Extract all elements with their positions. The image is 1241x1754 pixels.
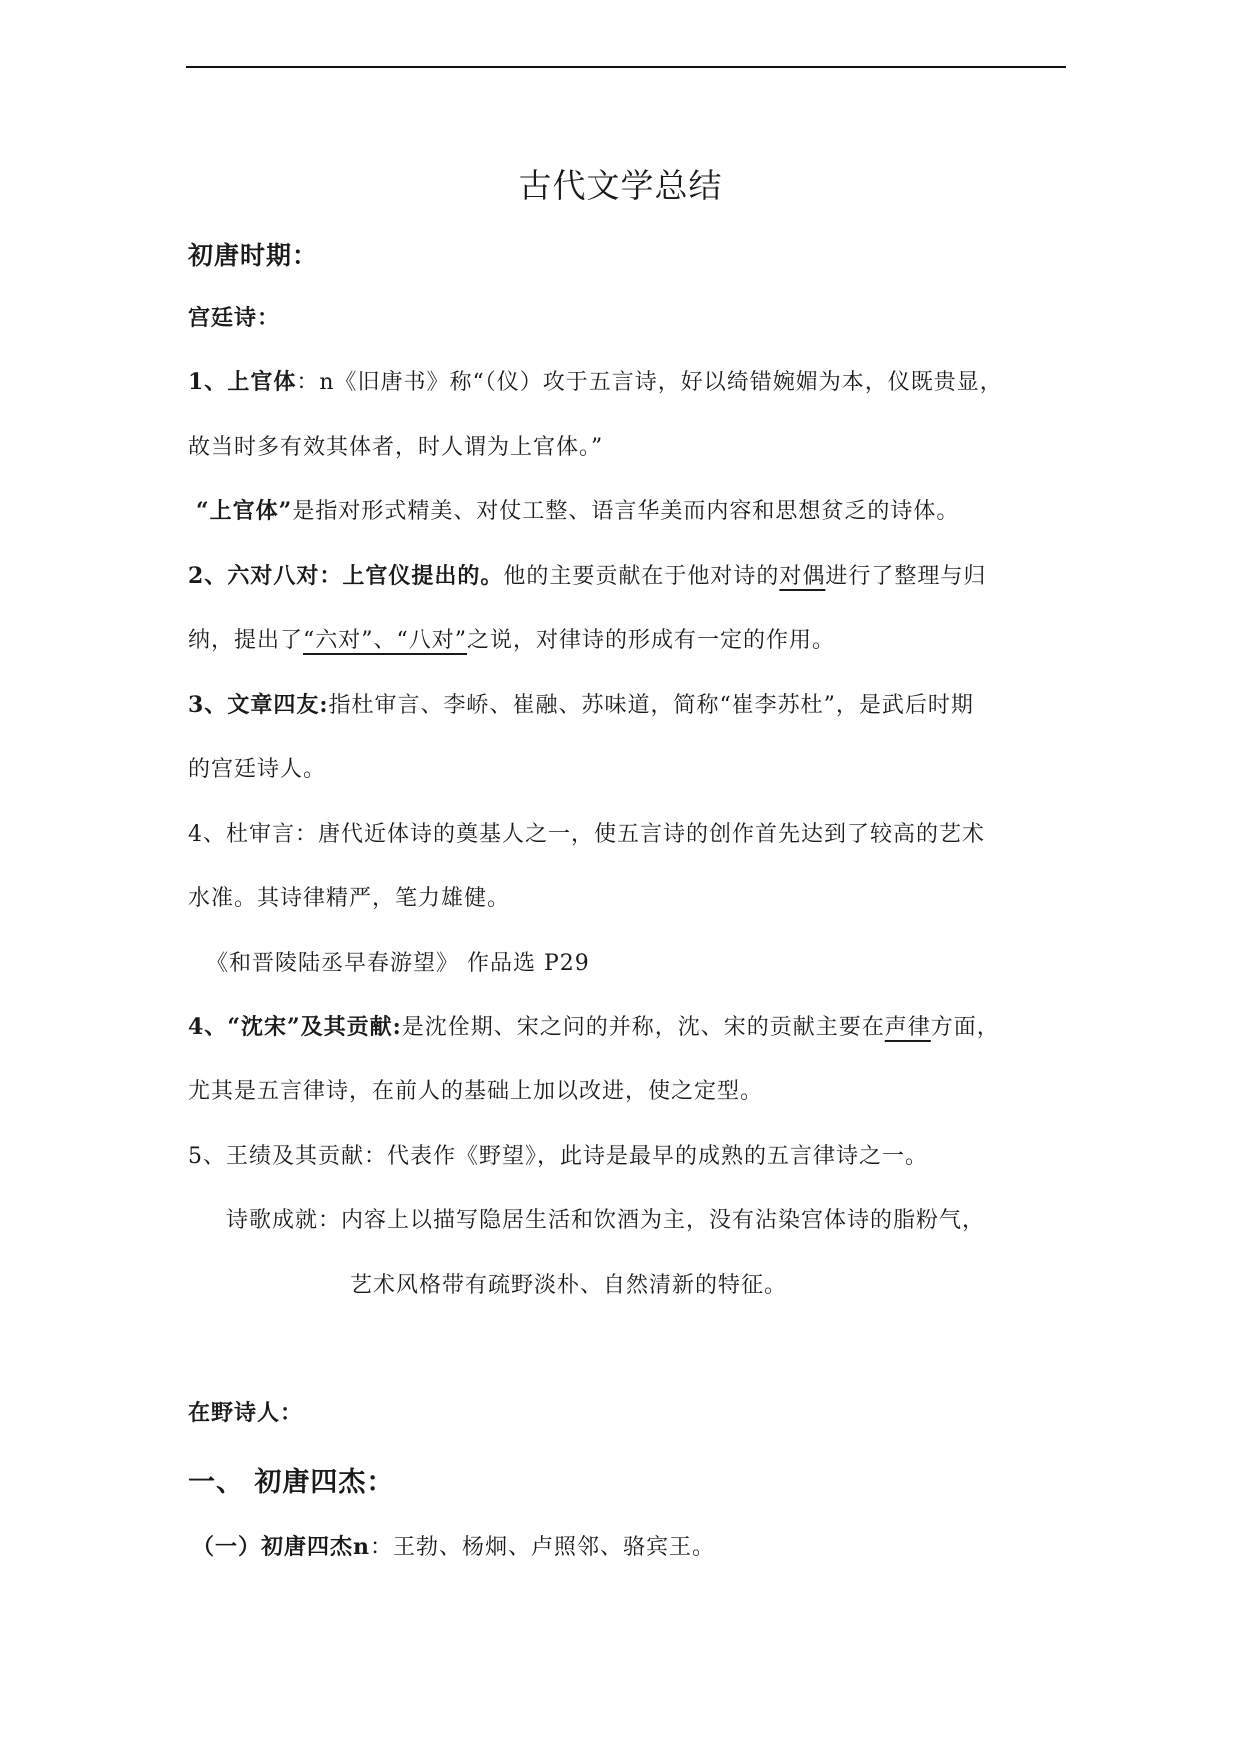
item2-num: 2、 bbox=[188, 563, 228, 589]
item2-line1 bbox=[188, 559, 986, 590]
item1-line1 bbox=[188, 365, 1003, 396]
item5-line3: 艺术风格带有疏野淡朴、自然清新的特征。 bbox=[350, 1273, 788, 1298]
header-rule bbox=[186, 66, 1066, 68]
item4b-num: 4、 bbox=[188, 1014, 228, 1040]
subheading-court-poetry: 宫廷诗： bbox=[188, 305, 281, 331]
item4b-term: “沈宋”及其贡献: bbox=[227, 1014, 402, 1040]
item1-def-text: 是指对形式精美、对仗工整、语言华美而内容和思想贫乏的诗体。 bbox=[292, 499, 960, 524]
item2-text-c: 纳，提出了 bbox=[188, 628, 304, 653]
item3-term: 文章四友: bbox=[227, 692, 329, 718]
item3-text-a: 指杜审言、李峤、崔融、苏味道，简称“崔李苏杜”，是武后时期 bbox=[328, 693, 974, 718]
item2-line2 bbox=[188, 623, 835, 654]
item4a-line1: 4、杜审言：唐代近体诗的奠基人之一，使五言诗的创作首先达到了较高的艺术 bbox=[188, 822, 985, 847]
item2-text-a: 他的主要贡献在于他对诗的 bbox=[503, 564, 780, 589]
item4a-works: 《和晋陵陆丞早春游望》 作品选 P29 bbox=[206, 951, 590, 976]
item1-line2: 故当时多有效其体者，时人谓为上官体。” bbox=[188, 435, 604, 460]
four-talents-n: n bbox=[353, 1534, 371, 1560]
item2-term: 六对八对：上官仪提出的。 bbox=[227, 563, 504, 589]
item3-line2: 的宫廷诗人。 bbox=[188, 757, 327, 782]
item3-line1 bbox=[188, 688, 974, 719]
item4b-text-b: 方面， bbox=[930, 1015, 1000, 1040]
item1-num: 1、 bbox=[188, 369, 228, 395]
item2-underline-duiou: 对偶 bbox=[779, 564, 826, 589]
item1-sep: ： bbox=[296, 370, 320, 395]
subheading-wild-poets: 在野诗人： bbox=[188, 1400, 304, 1426]
heading-four-talents: 一、 初唐四杰： bbox=[188, 1467, 395, 1498]
item1-text-a: n《旧唐书》称“（仪）攻于五言诗，好以绮错婉媚为本，仪既贵显， bbox=[319, 370, 1003, 395]
item3-num: 3、 bbox=[188, 692, 228, 718]
item4b-line1 bbox=[188, 1010, 1000, 1041]
item2-text-d: 之说，对律诗的形成有一定的作用。 bbox=[467, 628, 836, 653]
item2-underline-liudui: “六对”、“八对” bbox=[303, 628, 468, 653]
section-heading-early-tang: 初唐时期： bbox=[188, 241, 319, 270]
four-talents-item bbox=[192, 1530, 715, 1561]
four-talents-names: ：王勃、杨炯、卢照邻、骆宾王。 bbox=[370, 1535, 716, 1560]
item5-line1: 5、王绩及其贡献：代表作《野望》，此诗是最早的成熟的五言律诗之一。 bbox=[188, 1144, 928, 1169]
item2-text-b: 进行了整理与归 bbox=[825, 564, 987, 589]
item4b-line2: 尤其是五言律诗，在前人的基础上加以改进，使之定型。 bbox=[188, 1079, 764, 1104]
four-talents-label: （一）初唐四杰 bbox=[192, 1534, 354, 1560]
item1-definition bbox=[196, 494, 959, 525]
item5-line2: 诗歌成就：内容上以描写隐居生活和饮酒为主，没有沾染宫体诗的脂粉气， bbox=[226, 1208, 986, 1233]
item4a-line2: 水准。其诗律精严，笔力雄健。 bbox=[188, 886, 511, 911]
item4b-underline-shenglv: 声律 bbox=[884, 1015, 931, 1040]
item4b-text-a: 是沈佺期、宋之问的并称，沈、宋的贡献主要在 bbox=[401, 1015, 885, 1040]
item1-term: 上官体 bbox=[227, 369, 297, 395]
page-title: 古代文学总结 bbox=[518, 166, 723, 205]
item1-def-term: “上官体” bbox=[196, 498, 293, 524]
